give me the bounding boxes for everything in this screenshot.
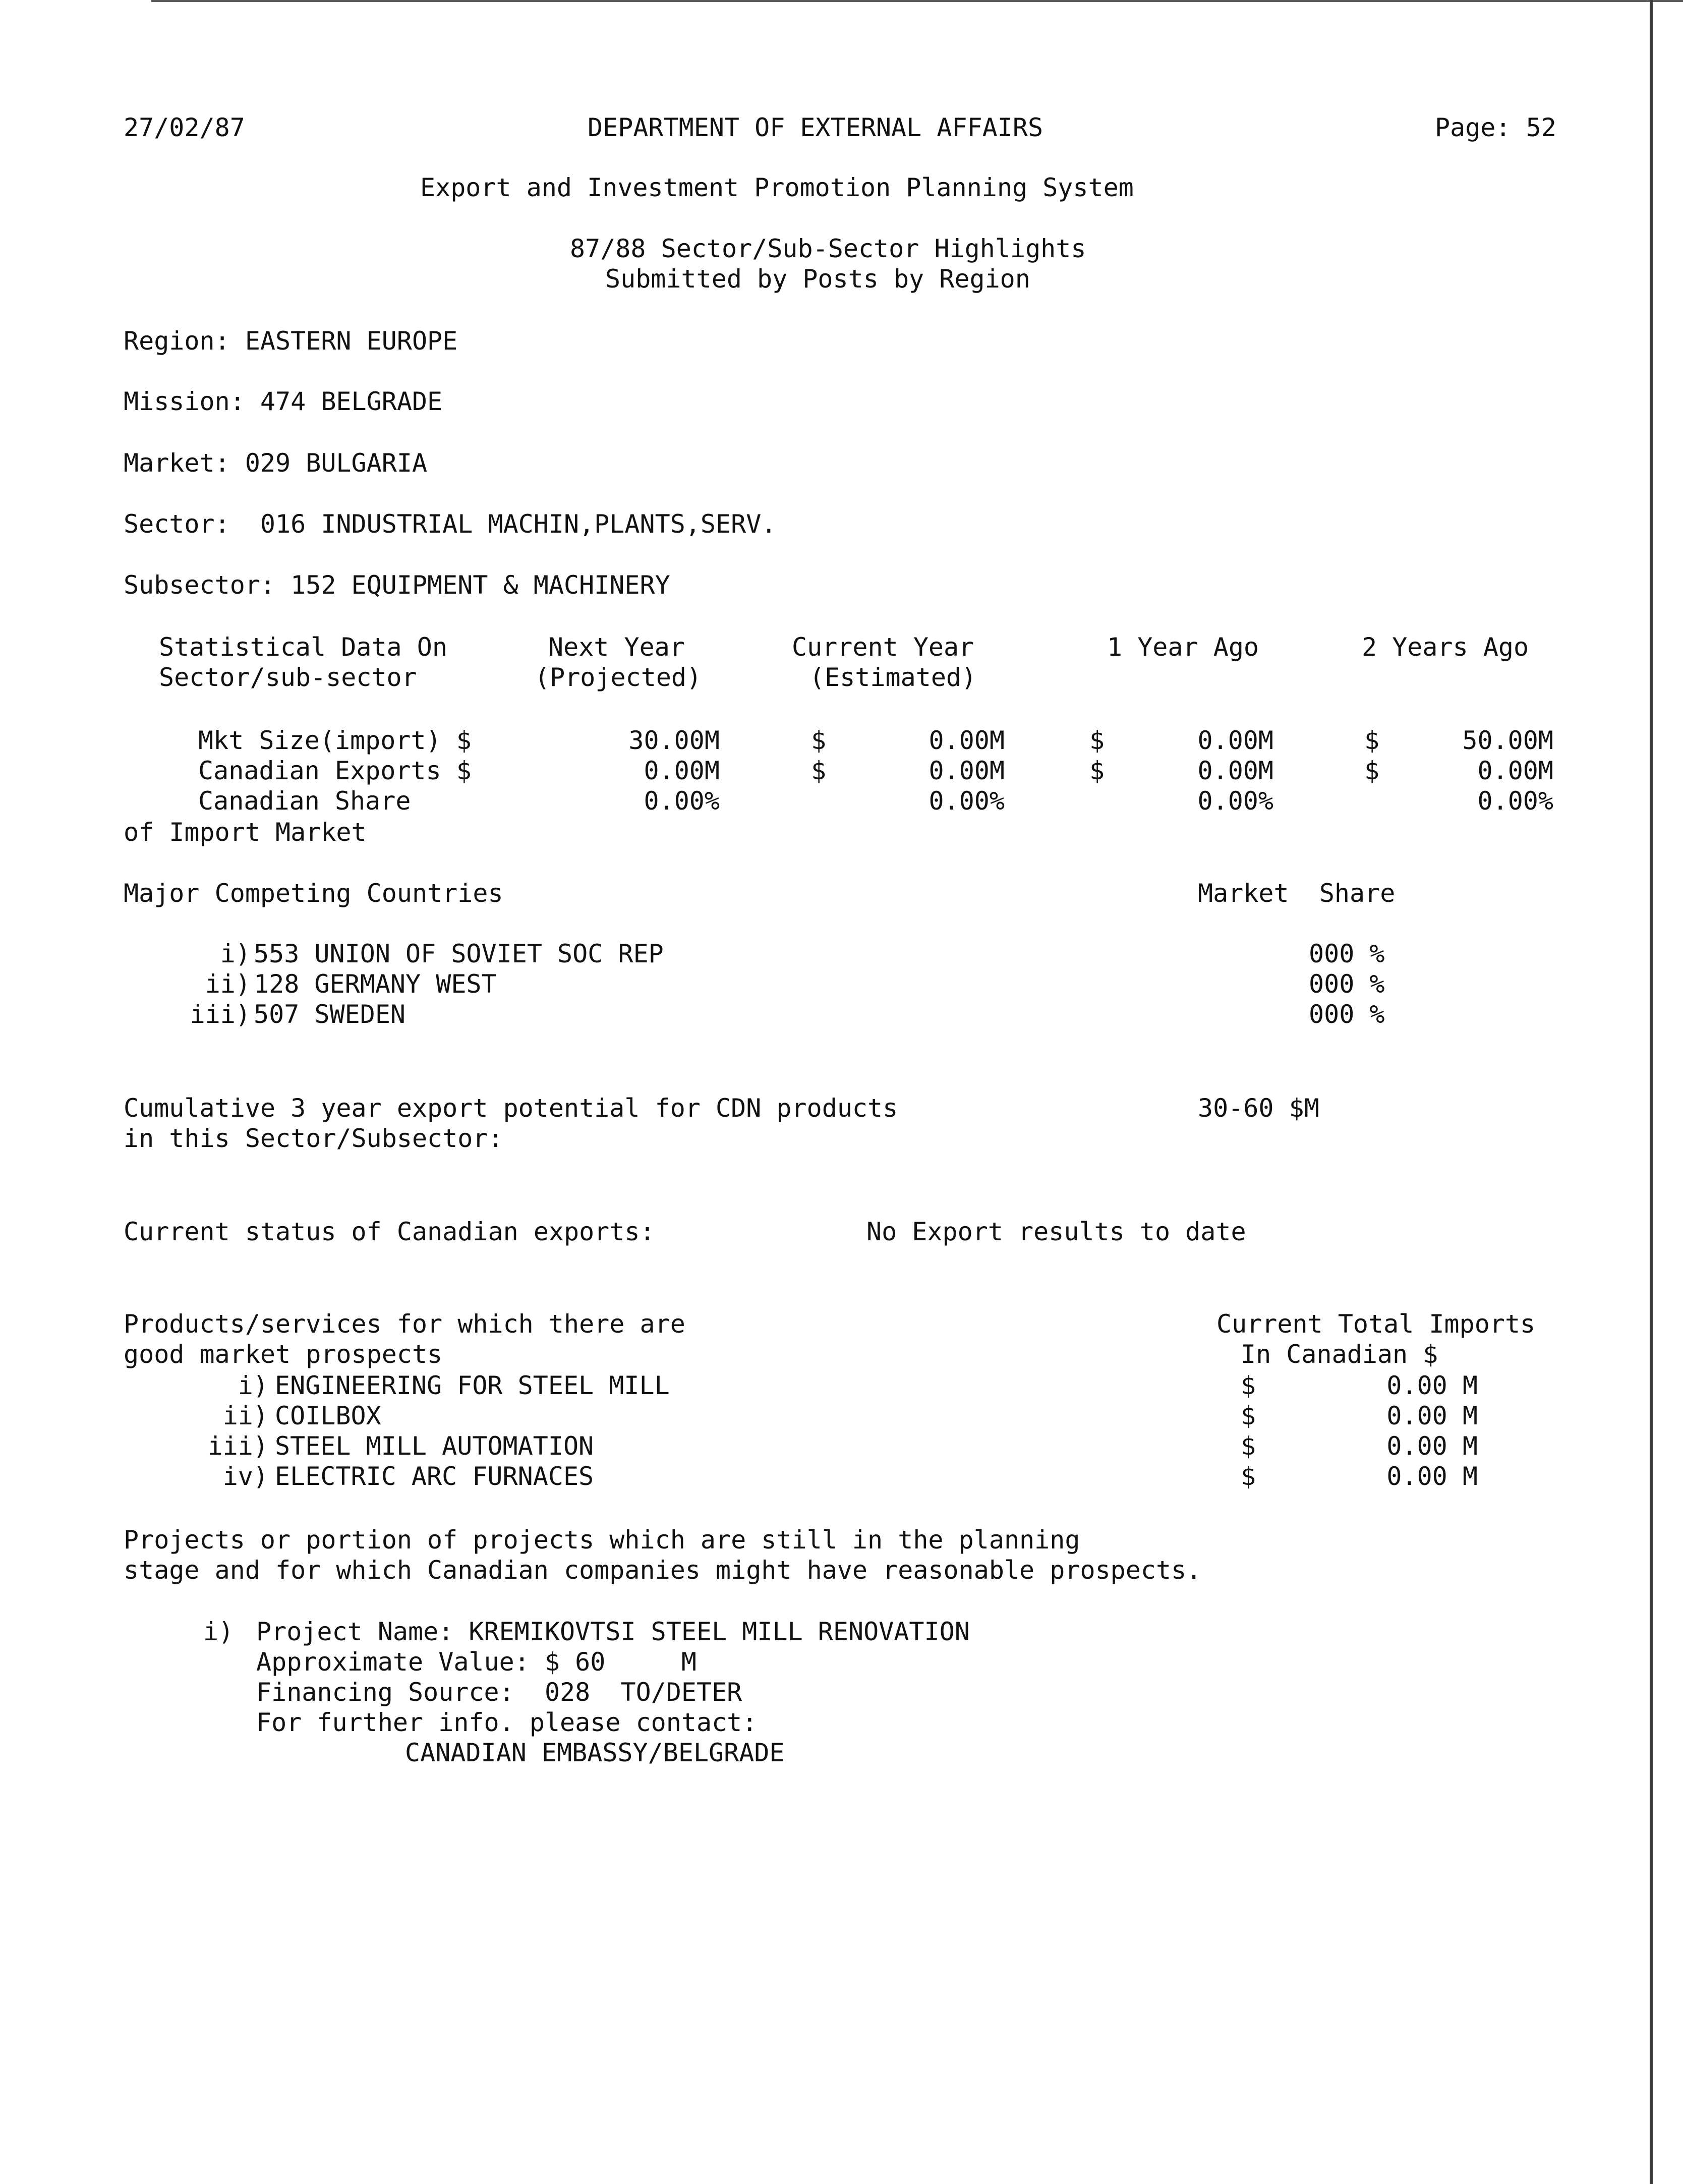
report-title: 87/88 Sector/Sub-Sector Highlights [570,234,1086,263]
project-financing: Financing Source: 028 TO/DETER [256,1678,742,1707]
projects-intro-2: stage and for which Canadian companies might have reasonable prospects. [124,1556,1202,1585]
competitor-share: 000 % [1309,969,1385,999]
item-number: iii) [190,1000,251,1029]
dollar-sign: $ [811,726,827,755]
stats-value: 30.00M [628,726,720,755]
product-import-value: 0.00 M [1386,1371,1478,1400]
product-name: ENGINEERING FOR STEEL MILL [275,1371,670,1400]
dollar-sign: $ [1089,756,1105,785]
market-line: Market: 029 BULGARIA [124,448,428,478]
export-potential-line-2: in this Sector/Subsector: [124,1124,503,1153]
stats-col-2-years-ago: 2 Years Ago [1362,633,1529,662]
stats-row-label: Canadian Share [198,786,411,816]
stats-value: 0.00M [644,756,720,785]
competitor-name: 553 UNION OF SOVIET SOC REP [254,939,664,968]
competitor-name: 128 GERMANY WEST [254,969,497,999]
stats-value: 50.00M [1462,726,1553,755]
export-status-label: Current status of Canadian exports: [124,1217,655,1246]
products-heading-1: Products/services for which there are [124,1309,685,1339]
dollar-sign: $ [1241,1431,1256,1461]
stats-col-projected: (Projected) [535,663,702,692]
scan-edge-right [1650,0,1653,2184]
products-heading-2: good market prospects [124,1340,443,1369]
department-title: DEPARTMENT OF EXTERNAL AFFAIRS [588,113,1043,142]
report-subtitle: Submitted by Posts by Region [605,264,1030,294]
system-title: Export and Investment Promotion Planning System [420,173,1134,202]
dollar-sign: $ [1364,726,1380,755]
dollar-sign: $ [1241,1462,1256,1491]
stats-value: 0.00M [928,756,1005,785]
stats-value: 0.00% [928,786,1005,816]
item-number: ii) [205,969,251,999]
dollar-sign: $ [1241,1371,1256,1400]
item-number: i) [238,1371,268,1400]
item-number: ii) [222,1401,268,1430]
share-continuation: of Import Market [124,818,367,847]
stats-value: 0.00M [1197,726,1273,755]
competitors-heading: Major Competing Countries [124,879,503,908]
stats-col-estimated: (Estimated) [809,663,977,692]
page-number: Page: 52 [1435,113,1556,142]
subsector-line: Subsector: 152 EQUIPMENT & MACHINERY [124,570,670,600]
scan-edge-top [151,0,1683,2]
stats-value: 0.00% [1197,786,1273,816]
stats-header-left-2: Sector/sub-sector [159,663,417,692]
product-import-value: 0.00 M [1386,1462,1478,1491]
dollar-sign: $ [1241,1401,1256,1430]
imports-heading-1: Current Total Imports [1216,1309,1536,1339]
dollar-sign: $ [1364,756,1380,785]
stats-value: 0.00M [1197,756,1273,785]
stats-value: 0.00% [1477,786,1553,816]
product-name: STEEL MILL AUTOMATION [275,1431,594,1461]
region-line: Region: EASTERN EUROPE [124,326,458,356]
stats-value: 0.00M [928,726,1005,755]
item-number: i) [220,939,251,968]
stats-value: 0.00M [1477,756,1553,785]
dollar-sign: $ [811,756,827,785]
imports-heading-2: In Canadian $ [1241,1340,1438,1369]
project-contact-label: For further info. please contact: [256,1708,758,1737]
stats-header-left-1: Statistical Data On [159,633,447,662]
dollar-sign: $ [1089,726,1105,755]
item-number: iv) [222,1462,268,1491]
report-date: 27/02/87 [124,113,245,142]
product-name: ELECTRIC ARC FURNACES [275,1462,594,1491]
mission-line: Mission: 474 BELGRADE [124,387,443,416]
product-import-value: 0.00 M [1386,1401,1478,1430]
stats-col-current-year: Current Year [792,633,974,662]
competitor-share: 000 % [1309,1000,1385,1029]
stats-col-1-year-ago: 1 Year Ago [1107,633,1259,662]
project-contact: CANADIAN EMBASSY/BELGRADE [405,1738,785,1767]
export-status-value: No Export results to date [866,1217,1246,1246]
stats-row-label: Mkt Size(import) $ [198,726,472,755]
export-potential-line-1: Cumulative 3 year export potential for CDN products [124,1094,898,1123]
product-name: COILBOX [275,1401,381,1430]
competitor-name: 507 SWEDEN [254,1000,406,1029]
project-name: Project Name: KREMIKOVTSI STEEL MILL RENOVATION [256,1617,970,1646]
item-number: iii) [207,1431,268,1461]
item-number: i) [203,1617,234,1646]
project-value: Approximate Value: $ 60 M [256,1647,697,1677]
market-share-heading: Market Share [1198,879,1396,908]
stats-value: 0.00% [644,786,720,816]
export-potential-value: 30-60 $M [1198,1094,1319,1123]
sector-line: Sector: 016 INDUSTRIAL MACHIN,PLANTS,SERV. [124,509,777,539]
product-import-value: 0.00 M [1386,1431,1478,1461]
competitor-share: 000 % [1309,939,1385,968]
stats-col-next-year: Next Year [548,633,685,662]
stats-row-label: Canadian Exports $ [198,756,472,785]
projects-intro-1: Projects or portion of projects which are still in the planning [124,1525,1080,1555]
